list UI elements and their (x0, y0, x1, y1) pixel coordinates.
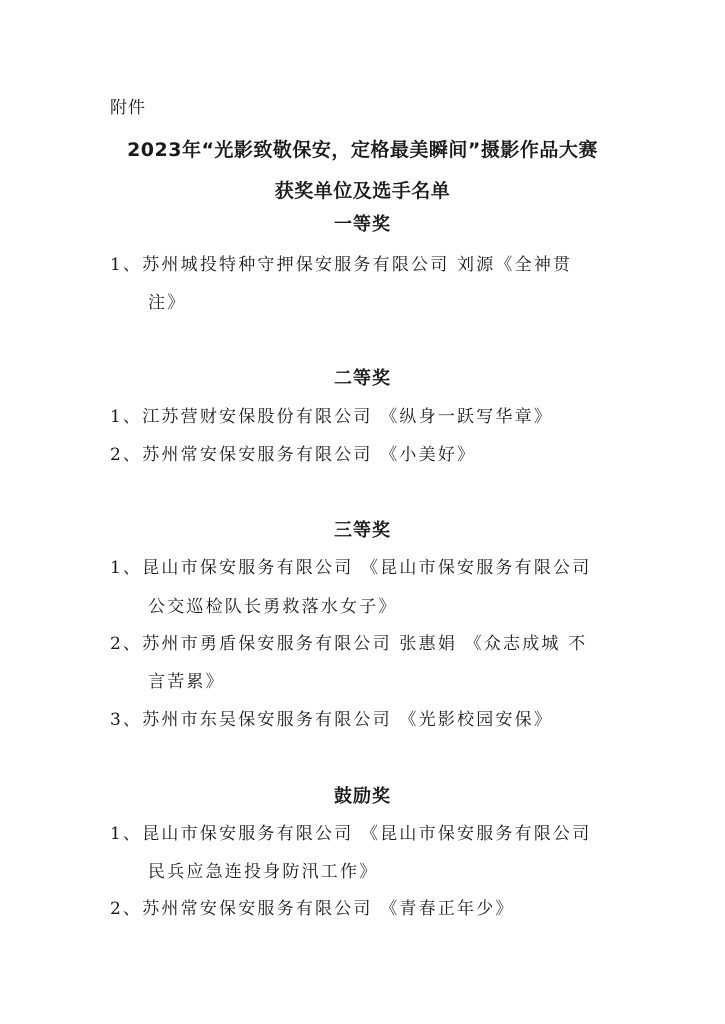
entry-line: 苏州市勇盾保安服务有限公司 张惠娟 《众志成城 不 (142, 634, 588, 654)
section-heading-first-prize: 一等奖 (334, 214, 391, 235)
section-heading-third-prize: 三等奖 (334, 520, 391, 541)
entry-line: 昆山市保安服务有限公司 《昆山市保安服务有限公司 (142, 824, 592, 844)
entry-text (110, 553, 591, 578)
document-subtitle: 获奖单位及选手名单 (274, 180, 451, 202)
entry-text (110, 402, 553, 427)
entry-line: 苏州常安保安服务有限公司 《小美好》 (142, 445, 477, 465)
entry-number: 2、 (110, 899, 143, 919)
entry-line-continued: 民兵应急连投身防汛工作》 (148, 862, 379, 882)
entry-text (110, 629, 587, 654)
entry-text (110, 250, 572, 275)
entry-text (110, 705, 553, 730)
entry-number: 1、 (110, 558, 143, 578)
attachment-label: 附件 (110, 98, 146, 118)
entry-number: 3、 (110, 710, 143, 730)
entry-line: 苏州常安保安服务有限公司 《青春正年少》 (142, 899, 515, 919)
entry-text (110, 440, 476, 465)
entry-number: 1、 (110, 255, 143, 275)
entry-text (110, 819, 591, 844)
entry-number: 1、 (110, 824, 143, 844)
entry-line-continued: 言苦累》 (148, 672, 225, 692)
entry-text (110, 894, 515, 919)
entry-number: 2、 (110, 445, 143, 465)
section-heading-second-prize: 二等奖 (334, 368, 391, 389)
entry-line-continued: 公交巡检队长勇救落水女子》 (148, 597, 398, 617)
entry-line: 昆山市保安服务有限公司 《昆山市保安服务有限公司 (142, 558, 592, 578)
document-title: 2023年“光影致敬保安，定格最美瞬间”摄影作品大赛 (127, 139, 598, 161)
entry-number: 2、 (110, 634, 143, 654)
entry-line: 苏州城投特种守押保安服务有限公司 刘源《全神贯 (142, 255, 573, 275)
entry-number: 1、 (110, 407, 143, 427)
entry-line: 苏州市东吴保安服务有限公司 《光影校园安保》 (142, 710, 554, 730)
entry-line: 江苏营财安保股份有限公司 《纵身一跃写华章》 (142, 407, 554, 427)
entry-line-continued: 注》 (148, 293, 187, 313)
section-heading-encouragement-prize: 鼓励奖 (334, 786, 391, 807)
